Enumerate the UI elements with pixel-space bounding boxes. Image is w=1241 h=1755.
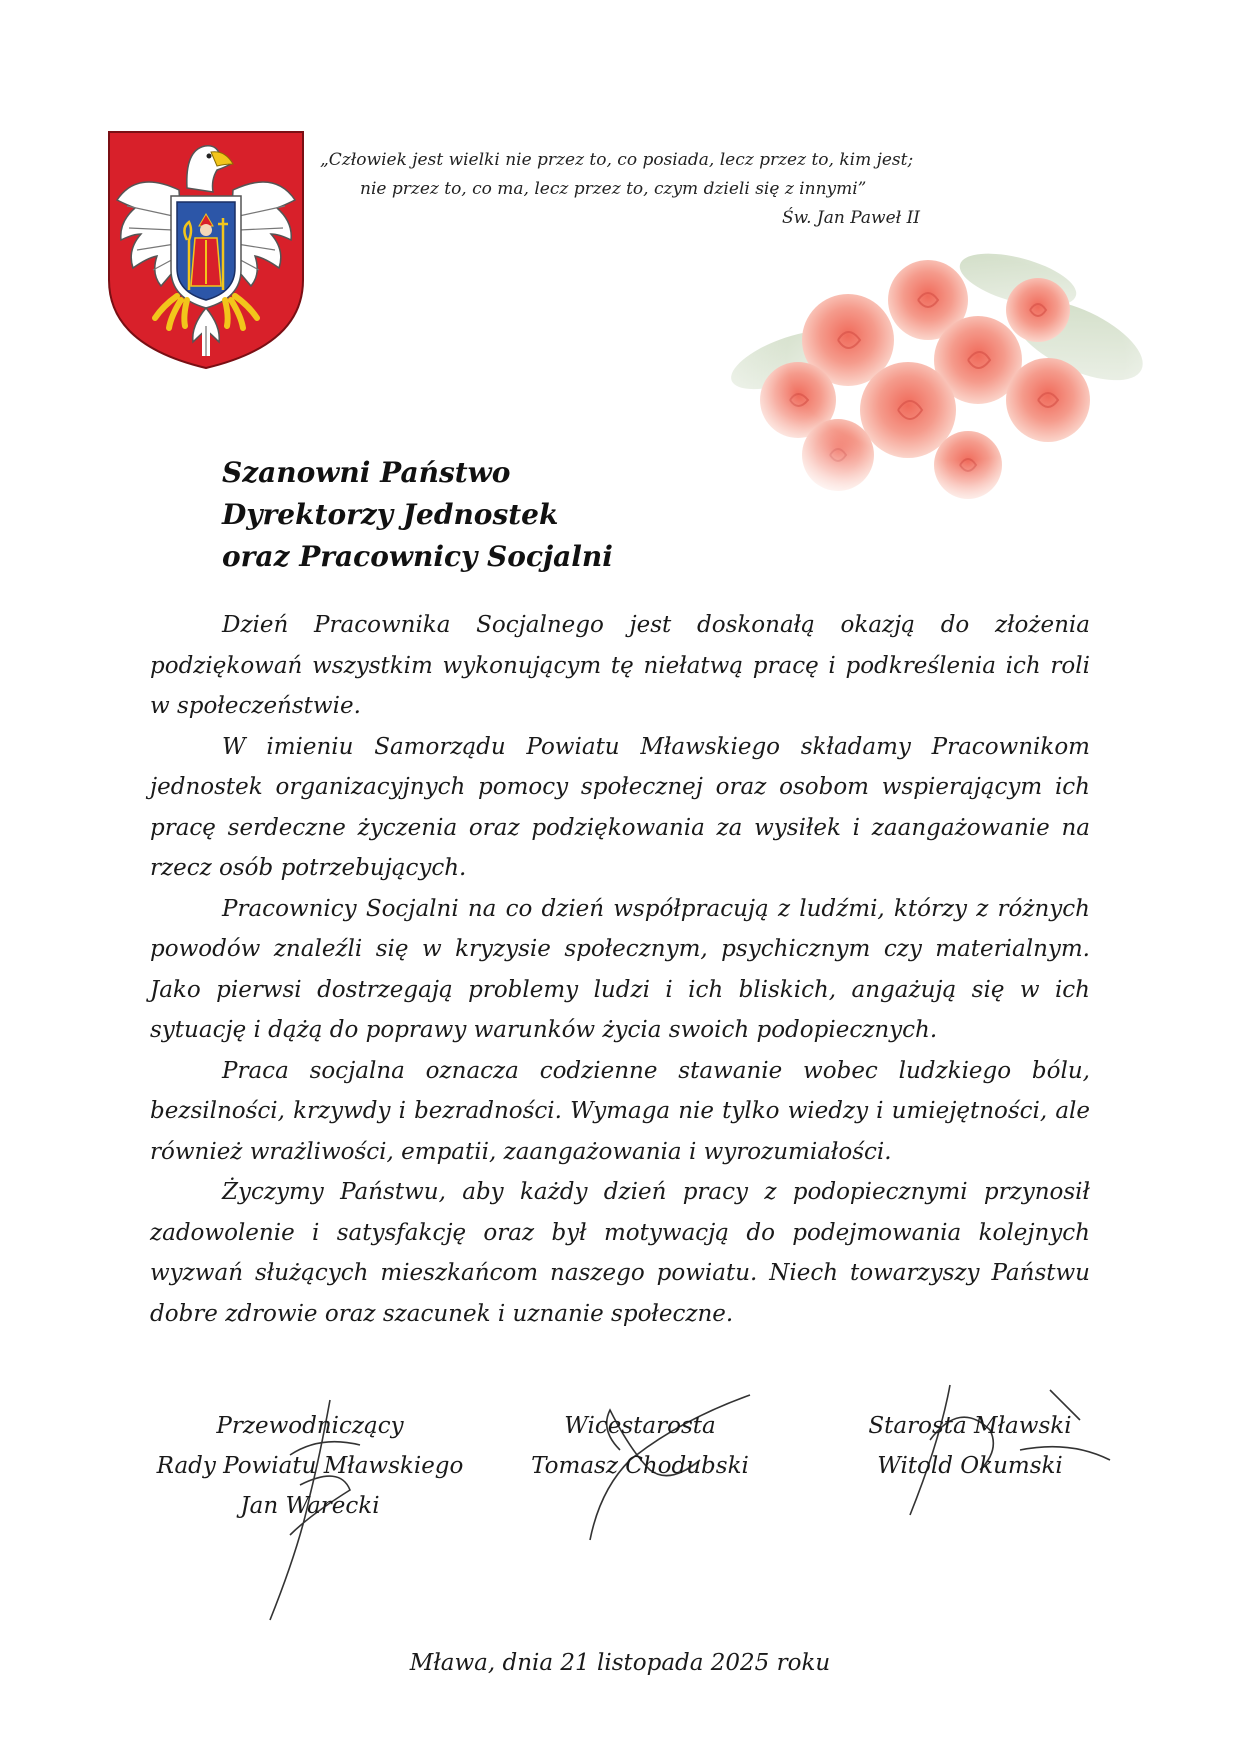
- letter-body: [150, 605, 1090, 1334]
- signature-block-vice: [520, 1406, 760, 1486]
- greeting-line-1: Szanowni Państwo: [222, 456, 511, 489]
- quote-line-2: nie przez to, co ma, lecz przez to, czym dzieli się z innymi”: [360, 179, 867, 199]
- roses-illustration: [718, 240, 1150, 502]
- signature-block-chair: [140, 1406, 480, 1526]
- quote-block: [300, 146, 940, 233]
- greeting-line-2: Dyrektorzy Jednostek: [222, 498, 559, 531]
- paragraph: Pracownicy Socjalni na co dzień współpracują z ludźmi, którzy z różnych powodów znaleźli się w kryzysie społecznym, psychicznym czy materialnym. Jako pierwsi dostrzegają problemy ludzi i ich bliskich, angażują się w ich sytuację i dążą do poprawy warunków życia swoich podopiecznych.: [150, 895, 1090, 1043]
- signature-name: Tomasz Chodubski: [531, 1453, 749, 1479]
- paragraph: Praca socjalna oznacza codzienne stawanie wobec ludzkiego bólu, bezsilności, krzywdy i bezradności. Wymaga nie tylko wiedzy i umiejętności, ale również wrażliwości, empatii, zaangażowania i wyrozumiałości.: [150, 1057, 1090, 1165]
- signature-title: Starosta Mławski: [868, 1413, 1072, 1439]
- quote-author: Św. Jan Paweł II: [781, 208, 920, 228]
- quote-line-1: „Człowiek jest wielki nie przez to, co posiada, lecz przez to, kim jest;: [320, 150, 914, 170]
- signature-title: Przewodniczący: [216, 1413, 404, 1439]
- signature-title: Wicestarosta: [564, 1413, 716, 1439]
- paragraph: Życzymy Państwu, aby każdy dzień pracy z podopiecznymi przynosił zadowolenie i satysfakcję oraz był motywacją do podejmowania kolejnych wyzwań służących mieszkańcom naszego powiatu. Niech towarzyszy Państwu dobre zdrowie oraz szacunek i uznanie społeczne.: [150, 1179, 1090, 1327]
- greeting-line-3: oraz Pracownicy Socjalni: [222, 540, 613, 573]
- paragraph: W imieniu Samorządu Powiatu Mławskiego składamy Pracownikom jednostek organizacyjnych pomocy społecznej oraz osobom wspierającym ich pracę serdeczne życzenia oraz podziękowania za wysiłek i zaangażowanie na rzecz osób potrzebujących.: [150, 733, 1090, 881]
- signature-block-starosta: [850, 1406, 1090, 1486]
- signature-name: Jan Warecki: [240, 1493, 380, 1519]
- greeting-heading: [222, 452, 782, 578]
- signature-subtitle: Rady Powiatu Mławskiego: [156, 1453, 464, 1479]
- coat-of-arms-emblem: [107, 130, 305, 370]
- date-line: Mława, dnia 21 listopada 2025 roku: [409, 1650, 831, 1676]
- signature-name: Witold Okumski: [877, 1453, 1063, 1479]
- paragraph: Dzień Pracownika Socjalnego jest doskonałą okazją do złożenia podziękowań wszystkim wykonującym tę niełatwą pracę i podkreślenia ich roli w społeczeństwie.: [150, 612, 1090, 719]
